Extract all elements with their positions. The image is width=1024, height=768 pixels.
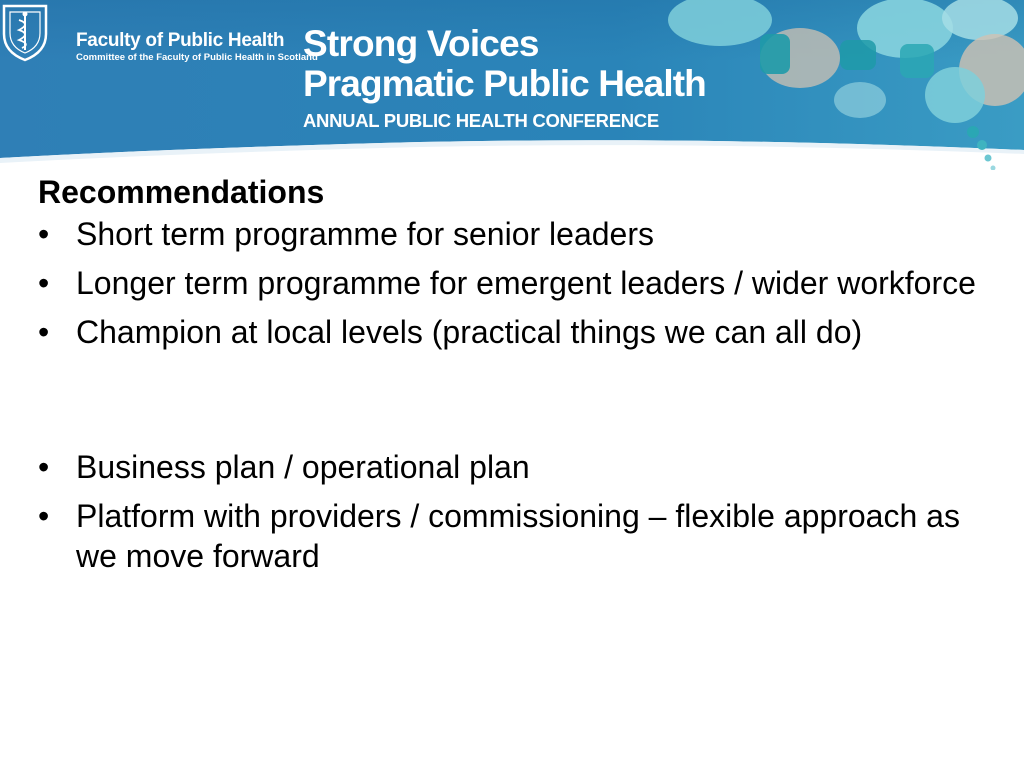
bullet-marker: • [38, 265, 50, 301]
bullet-item [38, 263, 978, 303]
bullet-item [38, 496, 978, 576]
bullet-text: Longer term programme for emergent leaders / wider workforce [76, 265, 976, 301]
conference-title-line1: Strong Voices [303, 23, 539, 64]
bullet-marker: • [38, 216, 50, 252]
bullet-list-primary [38, 214, 978, 352]
section-gap [38, 361, 978, 447]
faculty-crest-logo [0, 0, 50, 62]
bullet-marker: • [38, 314, 50, 350]
organization-block [76, 30, 318, 64]
bullet-marker: • [38, 449, 50, 485]
slide-body [38, 172, 978, 585]
bullet-text: Champion at local levels (practical things we can all do) [76, 314, 863, 350]
slide-heading: Recommendations [38, 174, 325, 210]
bullet-text: Platform with providers / commissioning – flexible approach as we move forward [76, 498, 960, 574]
bullet-text: Business plan / operational plan [76, 449, 530, 485]
header-banner [0, 0, 1024, 170]
bullet-marker: • [38, 498, 50, 534]
bullet-item [38, 214, 978, 254]
organization-subtitle: Committee of the Faculty of Public Health in Scotland [76, 52, 318, 63]
conference-title-block [303, 24, 706, 134]
organization-name: Faculty of Public Health [76, 30, 285, 51]
bullet-list-secondary [38, 447, 978, 576]
conference-subtitle: ANNUAL PUBLIC HEALTH CONFERENCE [303, 110, 659, 131]
bullet-text: Short term programme for senior leaders [76, 216, 654, 252]
bullet-item [38, 447, 978, 487]
conference-title-line2: Pragmatic Public Health [303, 63, 706, 104]
bullet-item [38, 312, 978, 352]
